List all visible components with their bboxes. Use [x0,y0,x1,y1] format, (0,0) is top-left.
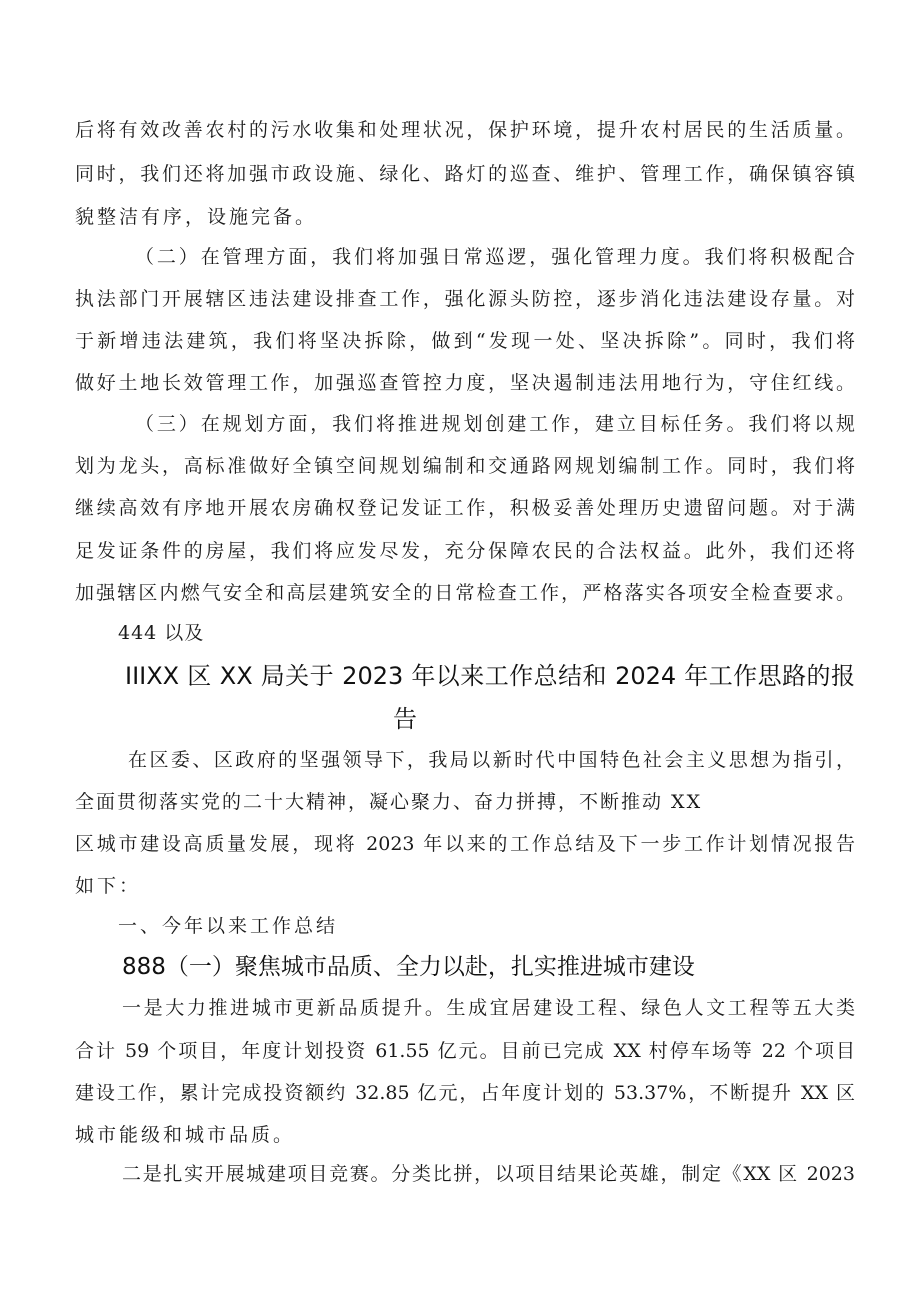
document-title-line-2: 告 [393,705,417,733]
paragraph-4-line-3: 区城市建设高质量发展，现将 2023 年以来的工作总结及下一步工作计划情况报告 [75,833,855,855]
paragraph-6-line-1: 二是扎实开展城建项目竞赛。分类比拼，以项目结果论英雄，制定《XX 区 2023 [122,1163,855,1185]
paragraph-3-line-5: 加强辖区内燃气安全和高层建筑安全的日常检查工作，严格落实各项安全检查要求。 [75,582,855,604]
paragraph-4-line-1: 在区委、区政府的坚强领导下，我局以新时代中国特色社会主义思想为指引， [128,749,855,771]
paragraph-1-line-1: 后将有效改善农村的污水收集和处理状况，保护环境，提升农村居民的生活质量。 [75,119,855,141]
paragraph-1-line-3: 貌整洁有序，设施完备。 [75,206,318,228]
paragraph-3-line-4: 足发证条件的房屋，我们将应发尽发，充分保障农民的合法权益。此外，我们还将 [75,540,855,562]
paragraph-5-line-2: 合计 59 个项目，年度计划投资 61.55 亿元。目前已完成 XX 村停车场等 22 个项目 [75,1040,855,1062]
paragraph-3-line-3: 继续高效有序地开展农房确权登记发证工作，积极妥善处理历史遗留问题。对于满 [75,497,855,519]
paragraph-3-line-1: （三）在规划方面，我们将推进规划创建工作，建立目标任务。我们将以规 [135,413,855,435]
paragraph-3-line-2: 划为龙头，高标准做好全镇空间规划编制和交通路网规划编制工作。同时，我们将 [75,455,855,477]
paragraph-2-line-3: 于新增违法建筑，我们将坚决拆除，做到“发现一处、坚决拆除”。同时，我们将 [75,330,855,352]
paragraph-5-line-1: 一是大力推进城市更新品质提升。生成宜居建设工程、绿色人文工程等五大类 [122,997,855,1019]
paragraph-2-line-2: 执法部门开展辖区违法建设排查工作，强化源头防控，逐步消化违法建设存量。对 [75,288,855,310]
section-heading-1: 一、今年以来工作总结 [118,915,339,937]
paragraph-2-line-4: 做好土地长效管理工作，加强巡查管控力度，坚决遏制违法用地行为，守住红线。 [75,372,855,394]
paragraph-5-line-4: 城市能级和城市品质。 [75,1124,296,1146]
paragraph-5-line-3: 建设工作，累计完成投资额约 32.85 亿元，占年度计划的 53.37%，不断提升 XX 区 [75,1082,855,1104]
paragraph-4-line-2: 全面贯彻落实党的二十大精神，凝心聚力、奋力拼搏，不断推动 XX [75,791,703,813]
document-title-line-1: IIIXX 区 XX 局关于 2023 年以来工作总结和 2024 年工作思路的报 [125,662,855,690]
section-marker: 444 以及 [118,622,205,644]
paragraph-2-line-1: （二）在管理方面，我们将加强日常巡逻，强化管理力度。我们将积极配合 [135,246,855,268]
paragraph-4-line-4: 如下： [75,875,142,897]
paragraph-1-line-2: 同时，我们还将加强市政设施、绿化、路灯的巡查、维护、管理工作，确保镇容镇 [75,163,855,185]
subsection-heading-1: 888（一）聚焦城市品质、全力以赴，扎实推进城市建设 [122,954,695,980]
